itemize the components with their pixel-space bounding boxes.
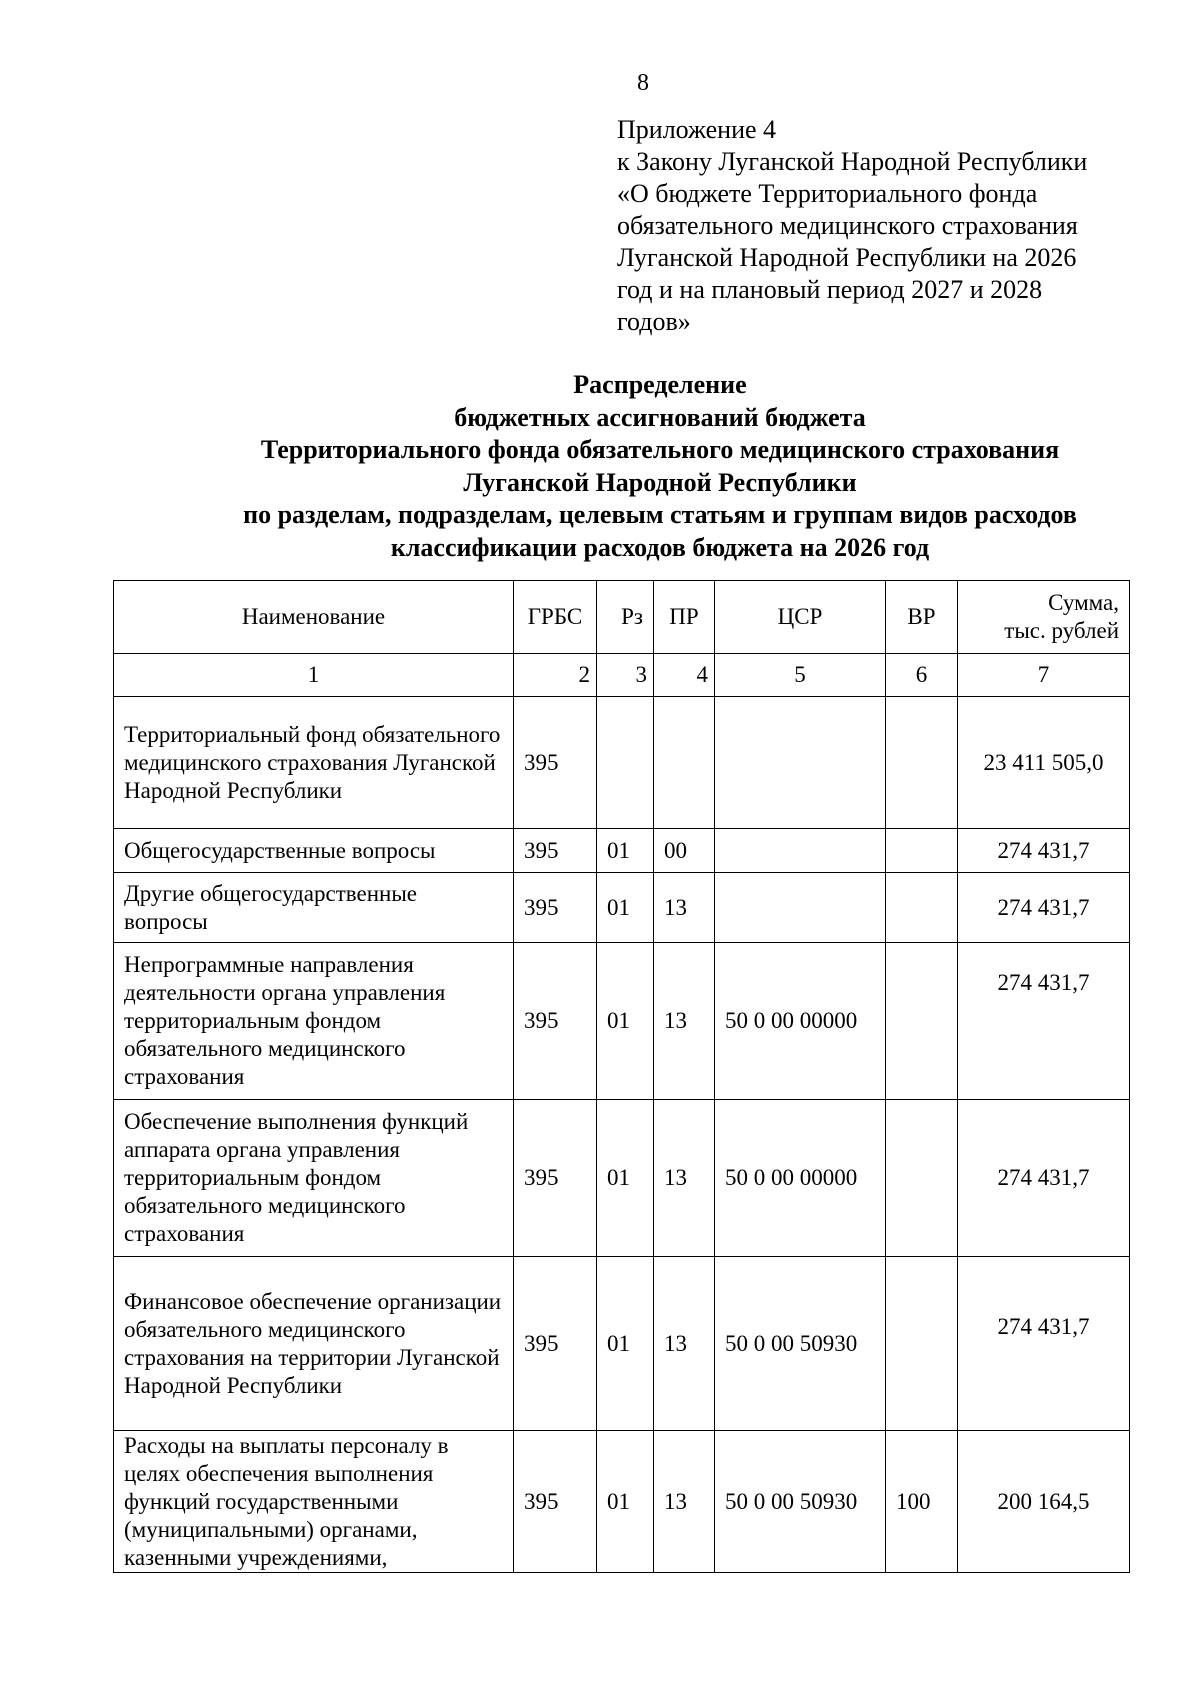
column-number: 4 xyxy=(654,654,715,697)
row-pr: 13 xyxy=(654,943,715,1100)
row-pr: 13 xyxy=(654,1100,715,1257)
table-row xyxy=(114,1431,1130,1573)
column-number: 7 xyxy=(958,654,1130,697)
row-rz xyxy=(597,697,654,829)
row-pr: 13 xyxy=(654,873,715,943)
budget-allocation-table xyxy=(113,580,1130,1573)
header-sum: Сумма, тыс. рублей xyxy=(958,581,1130,654)
table-row xyxy=(114,1100,1130,1257)
row-vr xyxy=(886,829,958,873)
row-grbs: 395 xyxy=(514,1257,597,1431)
row-sum: 274 431,7 xyxy=(958,1100,1130,1257)
row-rz: 01 xyxy=(597,1257,654,1431)
table-row xyxy=(114,1257,1130,1431)
row-csr: 50 0 00 50930 xyxy=(715,1431,886,1573)
row-name: Финансовое обеспечение организации обязательного медицинского страхования на территории Луганской Народной Республики xyxy=(114,1257,514,1431)
row-name: Расходы на выплаты персоналу в целях обеспечения выполнения функций государственными (муниципальными) органами, казенными учреждениями, xyxy=(114,1431,514,1573)
row-name: Территориальный фонд обязательного медицинского страхования Луганской Народной Республики xyxy=(114,697,514,829)
row-vr xyxy=(886,873,958,943)
table-header-row xyxy=(114,581,1130,654)
table-row xyxy=(114,697,1130,829)
row-csr xyxy=(715,873,886,943)
row-rz: 01 xyxy=(597,1431,654,1573)
row-sum: 274 431,7 xyxy=(958,873,1130,943)
column-number: 1 xyxy=(114,654,514,697)
column-number: 2 xyxy=(514,654,597,697)
appendix-reference: Приложение 4 к Закону Луганской Народной Республики «О бюджете Территориального фонда обязательного медицинского страхования Луганской Народной Республики на 2026 год и на плановый период 2027 и 2028 годов» xyxy=(617,115,1088,336)
row-vr xyxy=(886,697,958,829)
row-grbs: 395 xyxy=(514,1431,597,1573)
row-grbs: 395 xyxy=(514,697,597,829)
document-title: Распределение бюджетных ассигнований бюджета Территориального фонда обязательного медицинского страхования Луганской Народной Республики по разделам, подразделам, целевым статьям и группам видов расходов классификации расходов бюджета на 2026 год xyxy=(243,370,1077,562)
column-number: 5 xyxy=(715,654,886,697)
row-sum: 200 164,5 xyxy=(958,1431,1130,1573)
row-vr: 100 xyxy=(886,1431,958,1573)
header-pr: ПР xyxy=(654,581,715,654)
header-vr: ВР xyxy=(886,581,958,654)
row-vr xyxy=(886,943,958,1100)
header-name: Наименование xyxy=(114,581,514,654)
header-csr: ЦСР xyxy=(715,581,886,654)
row-vr xyxy=(886,1257,958,1431)
row-csr: 50 0 00 00000 xyxy=(715,1100,886,1257)
row-rz: 01 xyxy=(597,873,654,943)
row-sum: 274 431,7 xyxy=(958,943,1130,1100)
row-grbs: 395 xyxy=(514,873,597,943)
column-number-row xyxy=(114,654,1130,697)
row-sum: 274 431,7 xyxy=(958,829,1130,873)
row-sum: 23 411 505,0 xyxy=(958,697,1130,829)
row-name: Непрограммные направления деятельности органа управления территориальным фондом обязательного медицинского страхования xyxy=(114,943,514,1100)
row-csr xyxy=(715,829,886,873)
row-sum: 274 431,7 xyxy=(958,1257,1130,1431)
row-rz: 01 xyxy=(597,829,654,873)
row-rz: 01 xyxy=(597,1100,654,1257)
row-name: Другие общегосударственные вопросы xyxy=(114,873,514,943)
row-name: Обеспечение выполнения функций аппарата органа управления территориальным фондом обязательного медицинского страхования xyxy=(114,1100,514,1257)
row-grbs: 395 xyxy=(514,943,597,1100)
row-grbs: 395 xyxy=(514,829,597,873)
row-name: Общегосударственные вопросы xyxy=(114,829,514,873)
row-vr xyxy=(886,1100,958,1257)
table-row xyxy=(114,873,1130,943)
table-row xyxy=(114,829,1130,873)
row-pr: 13 xyxy=(654,1431,715,1573)
row-pr xyxy=(654,697,715,829)
row-rz: 01 xyxy=(597,943,654,1100)
header-rz: Рз xyxy=(597,581,654,654)
row-csr: 50 0 00 50930 xyxy=(715,1257,886,1431)
row-pr: 00 xyxy=(654,829,715,873)
page-number: 8 xyxy=(637,70,649,96)
row-csr xyxy=(715,697,886,829)
header-grbs: ГРБС xyxy=(514,581,597,654)
column-number: 6 xyxy=(886,654,958,697)
row-pr: 13 xyxy=(654,1257,715,1431)
table-row xyxy=(114,943,1130,1100)
column-number: 3 xyxy=(597,654,654,697)
row-grbs: 395 xyxy=(514,1100,597,1257)
row-csr: 50 0 00 00000 xyxy=(715,943,886,1100)
